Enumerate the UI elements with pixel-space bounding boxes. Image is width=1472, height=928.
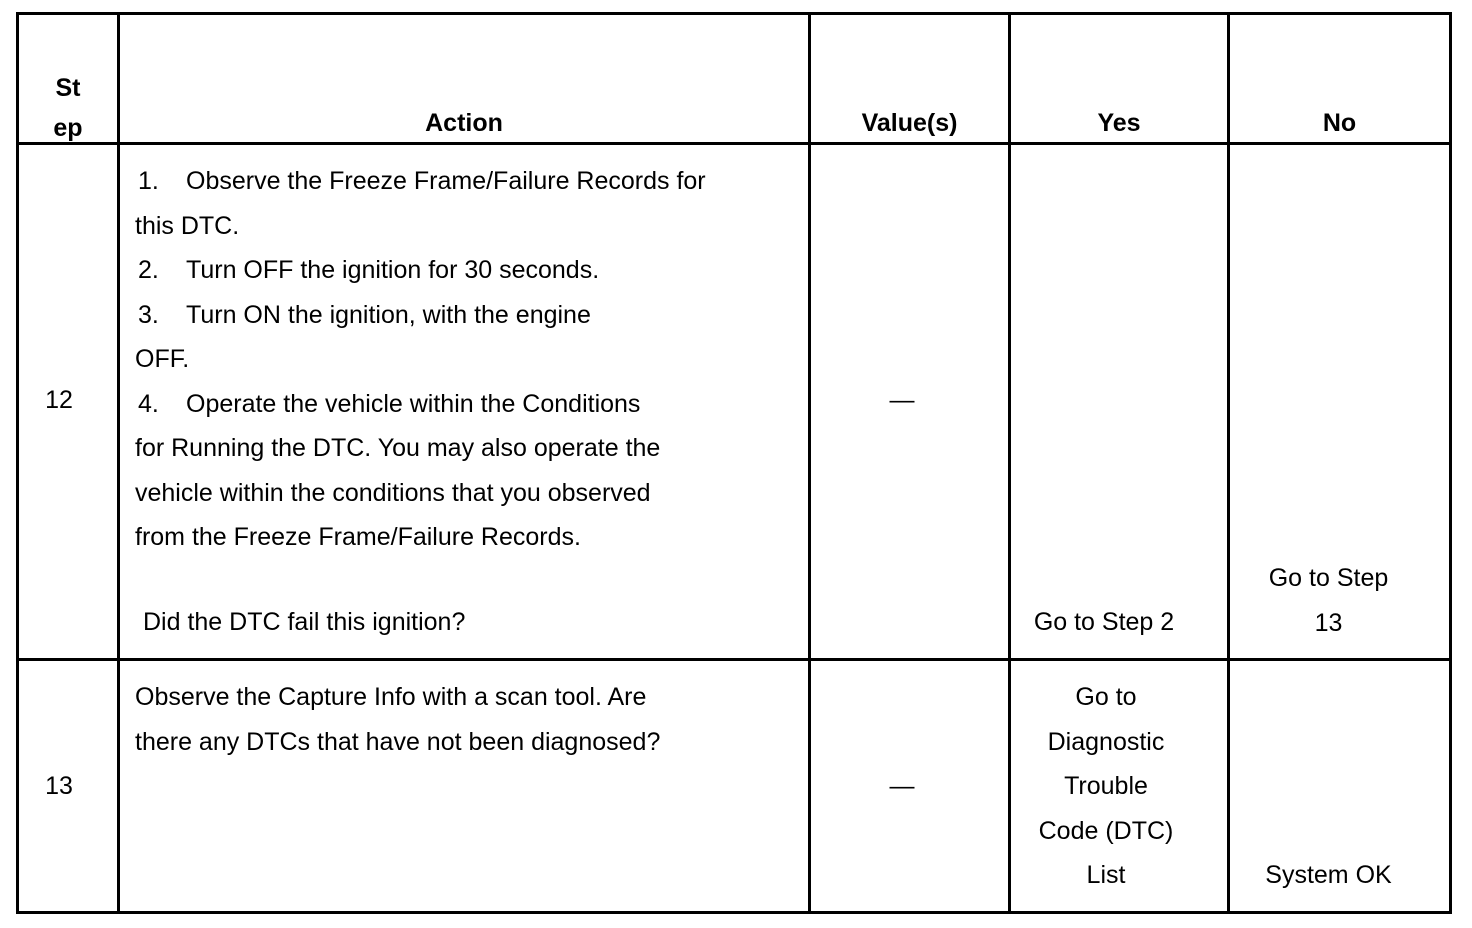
- row12-action-line: [135, 337, 706, 382]
- row12-no-line1: Go to Step: [1268, 564, 1389, 592]
- row13-value: —: [889, 772, 915, 800]
- row12-action-num: 2.: [138, 256, 159, 284]
- header-step-line1: St: [55, 74, 81, 102]
- row-divider: [16, 658, 1452, 661]
- row13-yes-line: List: [1086, 861, 1126, 889]
- row13-step: 13: [45, 772, 73, 800]
- header-action: Action: [425, 109, 503, 137]
- table-border-right: [1449, 12, 1452, 914]
- row12-action-line: [135, 204, 706, 249]
- row12-action-text: Observe the Freeze Frame/Failure Records for: [186, 167, 706, 195]
- row13-yes-line: Trouble: [1064, 772, 1148, 800]
- row12-action-text: OFF.: [135, 345, 190, 373]
- row12-action-line: [135, 471, 706, 516]
- row12-action-text: for Running the DTC. You may also operate the: [135, 434, 661, 462]
- row12-yes: Go to Step 2: [1033, 608, 1175, 636]
- row12-question: Did the DTC fail this ignition?: [143, 608, 466, 636]
- row12-action-text: this DTC.: [135, 211, 240, 240]
- column-divider-yes: [1227, 12, 1230, 914]
- row12-value: —: [889, 386, 915, 414]
- row12-action-text: Turn ON the ignition, with the engine: [186, 300, 591, 329]
- table-border-top: [16, 12, 1452, 15]
- row12-action: [135, 159, 706, 560]
- row12-action-line: [135, 159, 706, 204]
- row12-action-line: [135, 426, 706, 471]
- row12-action-text: Turn OFF the ignition for 30 seconds.: [186, 256, 600, 284]
- row12-action-text: from the Freeze Frame/Failure Records.: [135, 523, 581, 551]
- row12-no: [1230, 556, 1427, 645]
- row12-action-text: Operate the vehicle within the Conditions: [186, 389, 641, 418]
- row12-action-num: 1.: [138, 167, 159, 195]
- row12-action-line: [135, 248, 706, 293]
- row12-action-line: [135, 293, 706, 338]
- table-border-bottom: [16, 911, 1452, 914]
- row12-action-num: 3.: [138, 300, 159, 329]
- header-no: No: [1322, 109, 1357, 137]
- header-step-line2: ep: [53, 114, 83, 142]
- column-divider-step: [117, 12, 120, 914]
- row12-action-text: vehicle within the conditions that you observed: [135, 478, 651, 507]
- row12-step: 12: [45, 386, 73, 414]
- row12-no-line2: 13: [1314, 608, 1343, 637]
- row13-action-line: Observe the Capture Info with a scan tool. Are: [135, 683, 647, 711]
- header-yes: Yes: [1097, 109, 1141, 137]
- row13-yes-line: Go to: [1075, 683, 1137, 711]
- header-step: [19, 68, 117, 148]
- row12-action-line: [135, 515, 706, 560]
- header-values: Value(s): [861, 109, 958, 137]
- row12-action-line: [135, 382, 706, 427]
- row13-action: [135, 675, 660, 764]
- row13-yes: [1011, 675, 1201, 898]
- row12-action-num: 4.: [138, 389, 159, 418]
- row13-action-line: there any DTCs that have not been diagnosed?: [135, 727, 661, 756]
- row13-yes-line: Code (DTC): [1038, 816, 1174, 845]
- diagnostic-table: [16, 12, 1452, 914]
- row13-no: System OK: [1265, 861, 1392, 889]
- row13-yes-line: Diagnostic: [1047, 727, 1165, 756]
- header-divider: [16, 142, 1452, 145]
